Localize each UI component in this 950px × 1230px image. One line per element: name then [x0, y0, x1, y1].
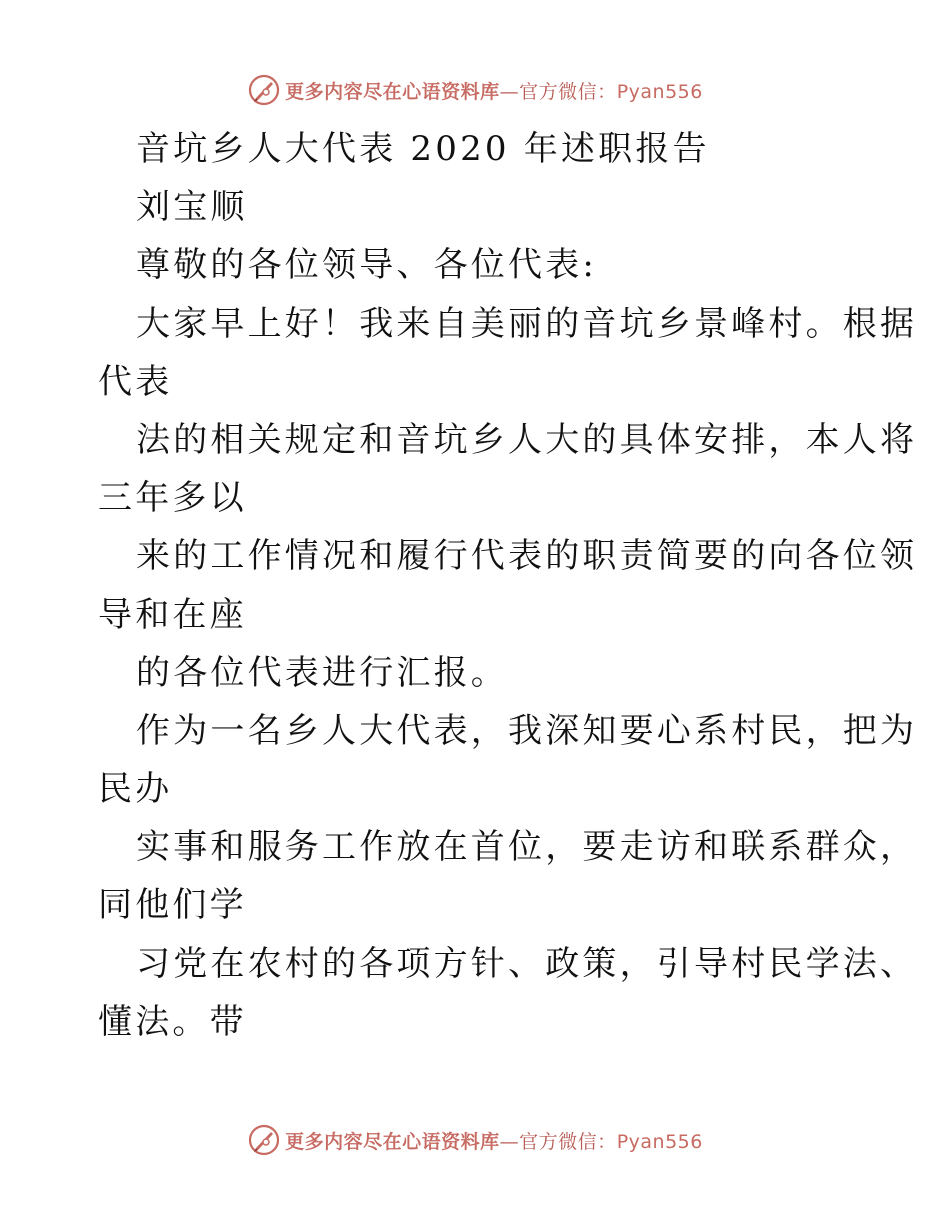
- paragraph-line: 同他们学: [98, 885, 247, 926]
- watermark-text: [285, 1127, 703, 1154]
- paragraph-line: 导和在座: [98, 594, 247, 635]
- paragraph-line: 的各位代表进行汇报。: [136, 652, 508, 693]
- watermark-group: [247, 1123, 703, 1157]
- watermark-account: Pyan556: [616, 80, 703, 103]
- paragraph-line: 民办: [98, 769, 173, 810]
- watermark-account: Pyan556: [616, 1130, 703, 1153]
- paragraph-line: 来的工作情况和履行代表的职责简要的向各位领: [136, 536, 918, 577]
- paragraph-line: 大家早上好！我来自美丽的音坑乡景峰村。根据: [136, 303, 918, 344]
- document-author: 刘宝顺: [136, 187, 248, 228]
- paragraph-line: 习党在农村的各项方针、政策，引导村民学法、: [136, 943, 918, 984]
- paragraph-line: 懂法。带: [98, 1001, 247, 1042]
- paragraph-line: 实事和服务工作放在首位，要走访和联系群众，: [136, 827, 918, 868]
- paragraph-line: 三年多以: [98, 478, 247, 519]
- watermark-wechat-label: 官方微信：: [519, 80, 617, 103]
- watermark-site: 更多内容尽在心语资料库: [285, 80, 500, 103]
- watermark-dash: —: [499, 1130, 520, 1153]
- document-body: [98, 120, 918, 1051]
- watermark-text: [285, 77, 703, 104]
- watermark-site: 更多内容尽在心语资料库: [285, 1130, 500, 1153]
- quill-logo-icon: [247, 1123, 281, 1157]
- footer-watermark: [0, 1120, 950, 1160]
- header-watermark: [0, 70, 950, 110]
- watermark-group: [247, 73, 703, 107]
- document-salutation: 尊敬的各位领导、各位代表:: [136, 245, 598, 286]
- paragraph-line: 法的相关规定和音坑乡人大的具体安排，本人将: [136, 419, 918, 460]
- document-title: 音坑乡人大代表 2020 年述职报告: [136, 129, 710, 169]
- watermark-dash: —: [499, 80, 520, 103]
- paragraph-line: 代表: [98, 361, 173, 402]
- watermark-wechat-label: 官方微信：: [519, 1130, 617, 1153]
- paragraph-line: 作为一名乡人大代表，我深知要心系村民，把为: [136, 710, 918, 751]
- quill-logo-icon: [247, 73, 281, 107]
